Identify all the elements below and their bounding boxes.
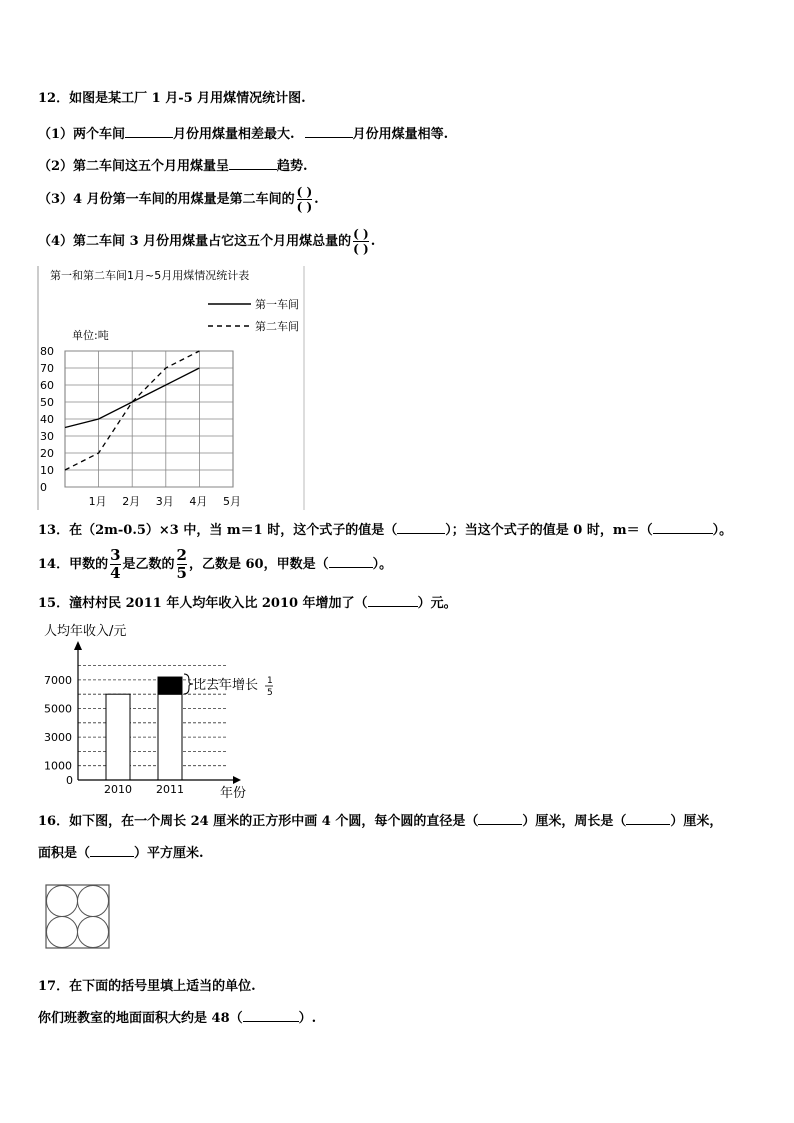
y-tick-label: 0 <box>66 774 73 787</box>
q15-text-b: ）元。 <box>417 596 457 611</box>
q17-text-b: ）. <box>298 1011 317 1026</box>
bar-2011-base <box>158 694 182 780</box>
q12-title: 12．如图是某工厂 1 月-5 月用煤情况统计图. <box>38 91 306 106</box>
q17-line <box>38 1009 316 1027</box>
q17-title: 17．在下面的括号里填上适当的单位. <box>38 979 256 994</box>
q16-line1 <box>38 812 722 830</box>
q14-text-d: ）。 <box>372 557 393 572</box>
q15-blank[interactable] <box>368 594 418 607</box>
q12-p3-text: （3）4 月份第一车间的用煤量是第二车间的 <box>38 192 295 207</box>
x-tick-label: 4月 <box>189 495 208 508</box>
q12-p2-blank[interactable] <box>229 157 277 170</box>
x-tick-label: 3月 <box>155 495 174 508</box>
q12-part2 <box>38 157 308 175</box>
q14 <box>38 547 392 582</box>
q14-f1-num: 3 <box>110 546 121 564</box>
y-axis-arrow-icon <box>74 641 82 650</box>
q12-p1-text-a: （1）两个车间 <box>38 127 126 142</box>
q14-fraction-1 <box>110 547 120 582</box>
legend-series-1: 第一车间 <box>255 298 299 311</box>
legend-series-2: 第二车间 <box>255 320 299 333</box>
x-tick-label: 2011 <box>156 783 184 796</box>
q13-blank1[interactable] <box>397 521 445 534</box>
y-tick-label: 30 <box>40 430 54 443</box>
x-tick-label: 2月 <box>122 495 141 508</box>
q16-text-d: 面积是（ <box>38 846 91 861</box>
q14-fraction-2 <box>177 547 187 582</box>
annotation-frac-num: 1 <box>267 676 273 686</box>
q17-blank[interactable] <box>243 1009 299 1022</box>
q16-line2 <box>38 844 204 862</box>
bar-2011-increase <box>158 677 182 694</box>
q12-part1 <box>38 125 448 143</box>
chart15-y-ticks <box>44 674 73 787</box>
q12-p4-fraction[interactable] <box>353 227 369 256</box>
q16-blank-diameter[interactable] <box>478 812 522 825</box>
square-shape <box>46 885 109 948</box>
q12-p4-frac-num: ( ) <box>353 227 369 241</box>
q14-text-b: 是乙数的 <box>122 557 175 572</box>
q13-text-b: ）；当这个式子的值是 0 时，m＝（ <box>445 523 653 538</box>
q16-text-e: ）平方厘米. <box>134 846 204 861</box>
q13-blank2[interactable] <box>653 521 713 534</box>
x-tick-label: 1月 <box>88 495 107 508</box>
y-tick-label: 7000 <box>44 673 72 687</box>
y-tick-label: 1000 <box>44 759 72 773</box>
bar-2010 <box>106 694 130 780</box>
q12-p4-text: （4）第二车间 3 月份用煤量占它这五个月用煤总量的 <box>38 234 352 249</box>
q13-text-a: 13．在（2m-0.5）×3 中，当 m＝1 时，这个式子的值是（ <box>38 523 398 538</box>
annotation-frac-den: 5 <box>267 688 273 698</box>
q12-p3-end: . <box>314 192 319 207</box>
q16-text-c: ）厘米， <box>670 814 723 829</box>
chart15-x-label: 年份 <box>220 786 247 801</box>
q12-p4-frac-den: ( ) <box>353 242 369 256</box>
y-tick-label: 20 <box>40 447 54 460</box>
income-bar-chart <box>36 617 276 802</box>
y-tick-label: 10 <box>40 464 54 477</box>
q12-p2-text-b: 趋势. <box>277 159 308 174</box>
y-tick-label: 70 <box>40 362 54 375</box>
y-tick-label: 3000 <box>44 731 72 745</box>
q12-p4-end: . <box>370 234 376 249</box>
y-tick-label: 5000 <box>44 702 72 716</box>
q16-blank-area[interactable] <box>90 844 134 857</box>
chart12-unit-label: 单位:吨 <box>72 329 109 342</box>
q12-p1-blank1[interactable] <box>125 125 173 138</box>
q14-f2-num: 2 <box>176 546 187 564</box>
q12-p1-blank2[interactable] <box>305 125 353 138</box>
q12-p3-frac-num: ( ) <box>296 185 313 199</box>
q14-text-a: 14．甲数的 <box>38 557 109 572</box>
x-tick-label: 2010 <box>104 783 132 796</box>
q12-p3-fraction[interactable] <box>297 185 313 214</box>
q12-part4 <box>38 225 375 259</box>
chart12-title: 第一和第二车间1月~5月用煤情况统计表 <box>50 269 250 282</box>
chart12-grid <box>65 351 233 487</box>
q16-text-a: 16．如下图，在一个周长 24 厘米的正方形中画 4 个圆，每个圆的直径是（ <box>38 814 479 829</box>
y-tick-label: 40 <box>40 413 54 426</box>
q14-f2-den: 5 <box>176 564 187 582</box>
y-tick-label: 0 <box>40 481 47 494</box>
chart15-bars <box>106 677 182 780</box>
x-axis-arrow-icon <box>233 776 241 784</box>
y-tick-label: 80 <box>40 345 54 358</box>
q12-p1-text-c: 月份用煤量相等. <box>352 127 449 142</box>
q14-f1-den: 4 <box>110 564 121 582</box>
q15 <box>38 594 457 612</box>
x-tick-label: 5月 <box>223 495 241 508</box>
q15-text-a: 15．潼村村民 2011 年人均年收入比 2010 年增加了（ <box>38 596 368 611</box>
chart12-x-ticks <box>89 495 241 508</box>
chart15-annotation: 比去年增长 <box>193 678 259 693</box>
q16-blank-circumference[interactable] <box>626 812 670 825</box>
q13-text-c: ）。 <box>712 523 733 538</box>
coal-usage-line-chart <box>36 262 310 514</box>
q14-text-c: ，乙数是 60，甲数是（ <box>188 557 329 572</box>
y-tick-label: 60 <box>40 379 54 392</box>
y-tick-label: 50 <box>40 396 54 409</box>
square-with-four-circles <box>45 884 111 950</box>
q13 <box>38 521 732 539</box>
q16-text-b: ）厘米，周长是（ <box>522 814 627 829</box>
chart15-x-ticks <box>104 783 184 796</box>
chart15-y-label: 人均年收入/元 <box>44 624 127 639</box>
q17-text-a: 你们班教室的地面面积大约是 48（ <box>38 1011 243 1026</box>
annotation-brace <box>184 674 193 694</box>
q12-p3-frac-den: ( ) <box>296 200 313 214</box>
chart12-y-ticks <box>40 345 54 494</box>
q12-p1-text-b: 月份用煤量相差最大. <box>173 127 295 142</box>
q12-p2-text-a: （2）第二车间这五个月用煤量呈 <box>38 159 230 174</box>
q12-part3 <box>38 183 319 217</box>
q14-blank[interactable] <box>329 555 373 568</box>
